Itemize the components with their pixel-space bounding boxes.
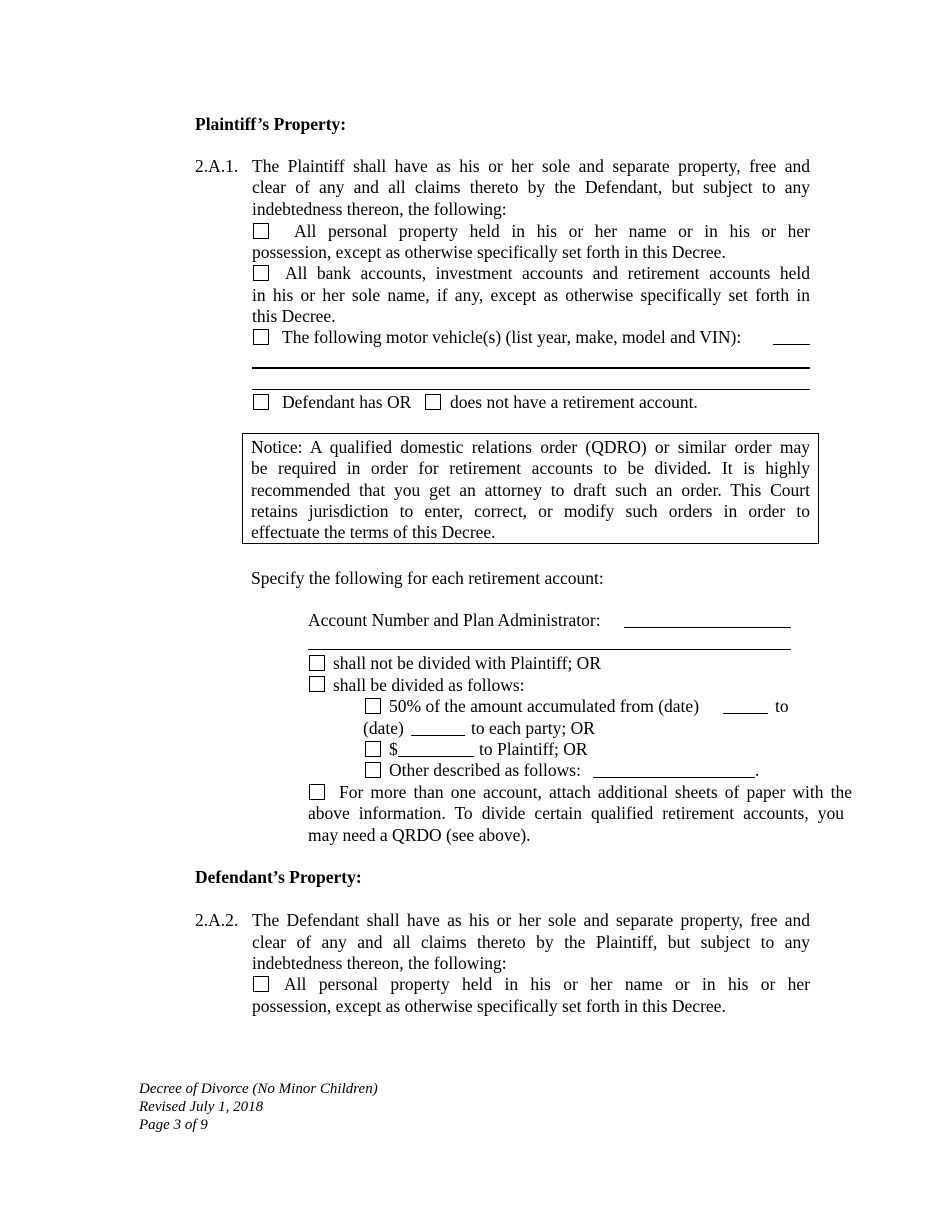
retirement-specify-text: Specify the following for each retirement account: [251, 568, 604, 588]
other-blank[interactable] [593, 762, 755, 778]
vehicle-blank-inline[interactable] [773, 329, 810, 345]
footer-title: Decree of Divorce (No Minor Children) [139, 1081, 378, 1097]
to-date-label: (date) [363, 718, 404, 738]
account-number-blank-line-2[interactable] [308, 649, 791, 650]
plaintiff-vehicle-label: The following motor vehicle(s) (list year, make, model and VIN): [282, 327, 742, 347]
account-number-label: Account Number and Plan Administrator: [308, 610, 601, 630]
fifty-percent-checkbox[interactable] [365, 698, 381, 714]
to-each-party-label: to each party; OR [471, 718, 595, 738]
plaintiff-bank-accounts-line-2: in his or her sole name, if any, except as otherwise specifically set forth in [252, 285, 810, 305]
divided-checkbox[interactable] [309, 676, 325, 692]
more-accounts-line-2: above information. To divide certain qualified retirement accounts, you [308, 803, 844, 823]
footer-revised: Revised July 1, 2018 [139, 1099, 264, 1115]
other-period: . [755, 760, 760, 780]
vehicle-blank-line-2[interactable] [252, 389, 810, 390]
from-date-blank[interactable] [723, 698, 768, 714]
defendant-intro-line-1: The Defendant shall have as his or her sole and separate property, free and [252, 910, 810, 930]
dollar-sign: $ [389, 739, 398, 759]
divided-label: shall be divided as follows: [333, 675, 525, 695]
fifty-percent-to: to [775, 696, 789, 716]
to-plaintiff-label: to Plaintiff; OR [479, 739, 588, 759]
plaintiff-bank-accounts-line-3: this Decree. [252, 306, 336, 326]
notice-line-1: Notice: A qualified domestic relations order (QDRO) or similar order may [251, 437, 810, 457]
dollar-amount-checkbox[interactable] [365, 741, 381, 757]
defendant-intro-line-2: clear of any and all claims thereto by the Plaintiff, but subject to any [252, 932, 810, 952]
other-checkbox[interactable] [365, 762, 381, 778]
not-divided-label: shall not be divided with Plaintiff; OR [333, 653, 601, 673]
not-divided-checkbox[interactable] [309, 655, 325, 671]
account-number-blank[interactable] [624, 612, 791, 628]
plaintiff-intro-line-2: clear of any and all claims thereto by the Defendant, but subject to any [252, 177, 810, 197]
defendant-intro-line-3: indebtedness thereon, the following: [252, 953, 507, 973]
to-date-blank[interactable] [411, 720, 465, 736]
defendant-no-retirement-checkbox[interactable] [425, 394, 441, 410]
more-accounts-line-3: may need a QRDO (see above). [308, 825, 531, 845]
plaintiff-personal-property-line-1: All personal property held in his or her name or in his or her [294, 221, 810, 241]
plaintiff-vehicle-checkbox[interactable] [253, 329, 269, 345]
plaintiff-bank-accounts-line-1: All bank accounts, investment accounts and retirement accounts held [285, 263, 810, 283]
defendant-personal-property-line-1: All personal property held in his or her name or in his or her [284, 974, 810, 994]
more-accounts-line-1: For more than one account, attach additional sheets of paper with the [339, 782, 852, 802]
defendant-has-label: Defendant has OR [282, 392, 412, 412]
plaintiff-bank-accounts-checkbox[interactable] [253, 265, 269, 281]
notice-line-3: recommended that you get an attorney to draft such an order. This Court [251, 480, 810, 500]
plaintiff-personal-property-line-2: possession, except as otherwise specifically set forth in this Decree. [252, 242, 726, 262]
fifty-percent-label: 50% of the amount accumulated from (date) [389, 696, 700, 716]
plaintiff-heading: Plaintiff’s Property: [195, 114, 347, 134]
dollar-amount-blank[interactable] [398, 741, 474, 757]
plaintiff-intro-line-3: indebtedness thereon, the following: [252, 199, 507, 219]
defendant-heading: Defendant’s Property: [195, 867, 362, 887]
plaintiff-intro-line-1: The Plaintiff shall have as his or her sole and separate property, free and [252, 156, 810, 176]
notice-line-4: retains jurisdiction to enter, correct, or modify such orders in order to [251, 501, 810, 521]
section-number-2a1: 2.A.1. [195, 156, 239, 176]
more-accounts-checkbox[interactable] [309, 784, 325, 800]
plaintiff-personal-property-checkbox[interactable] [253, 223, 269, 239]
section-number-2a2: 2.A.2. [195, 910, 239, 930]
notice-line-5: effectuate the terms of this Decree. [251, 522, 496, 542]
notice-line-2: be required in order for retirement accounts to be divided. It is highly [251, 458, 810, 478]
defendant-personal-property-line-2: possession, except as otherwise specifically set forth in this Decree. [252, 996, 726, 1016]
defendant-has-retirement-checkbox[interactable] [253, 394, 269, 410]
defendant-personal-property-checkbox[interactable] [253, 976, 269, 992]
defendant-no-retirement-label: does not have a retirement account. [450, 392, 698, 412]
footer-page: Page 3 of 9 [139, 1117, 208, 1133]
vehicle-blank-line-1[interactable] [252, 367, 810, 369]
other-label: Other described as follows: [389, 760, 581, 780]
